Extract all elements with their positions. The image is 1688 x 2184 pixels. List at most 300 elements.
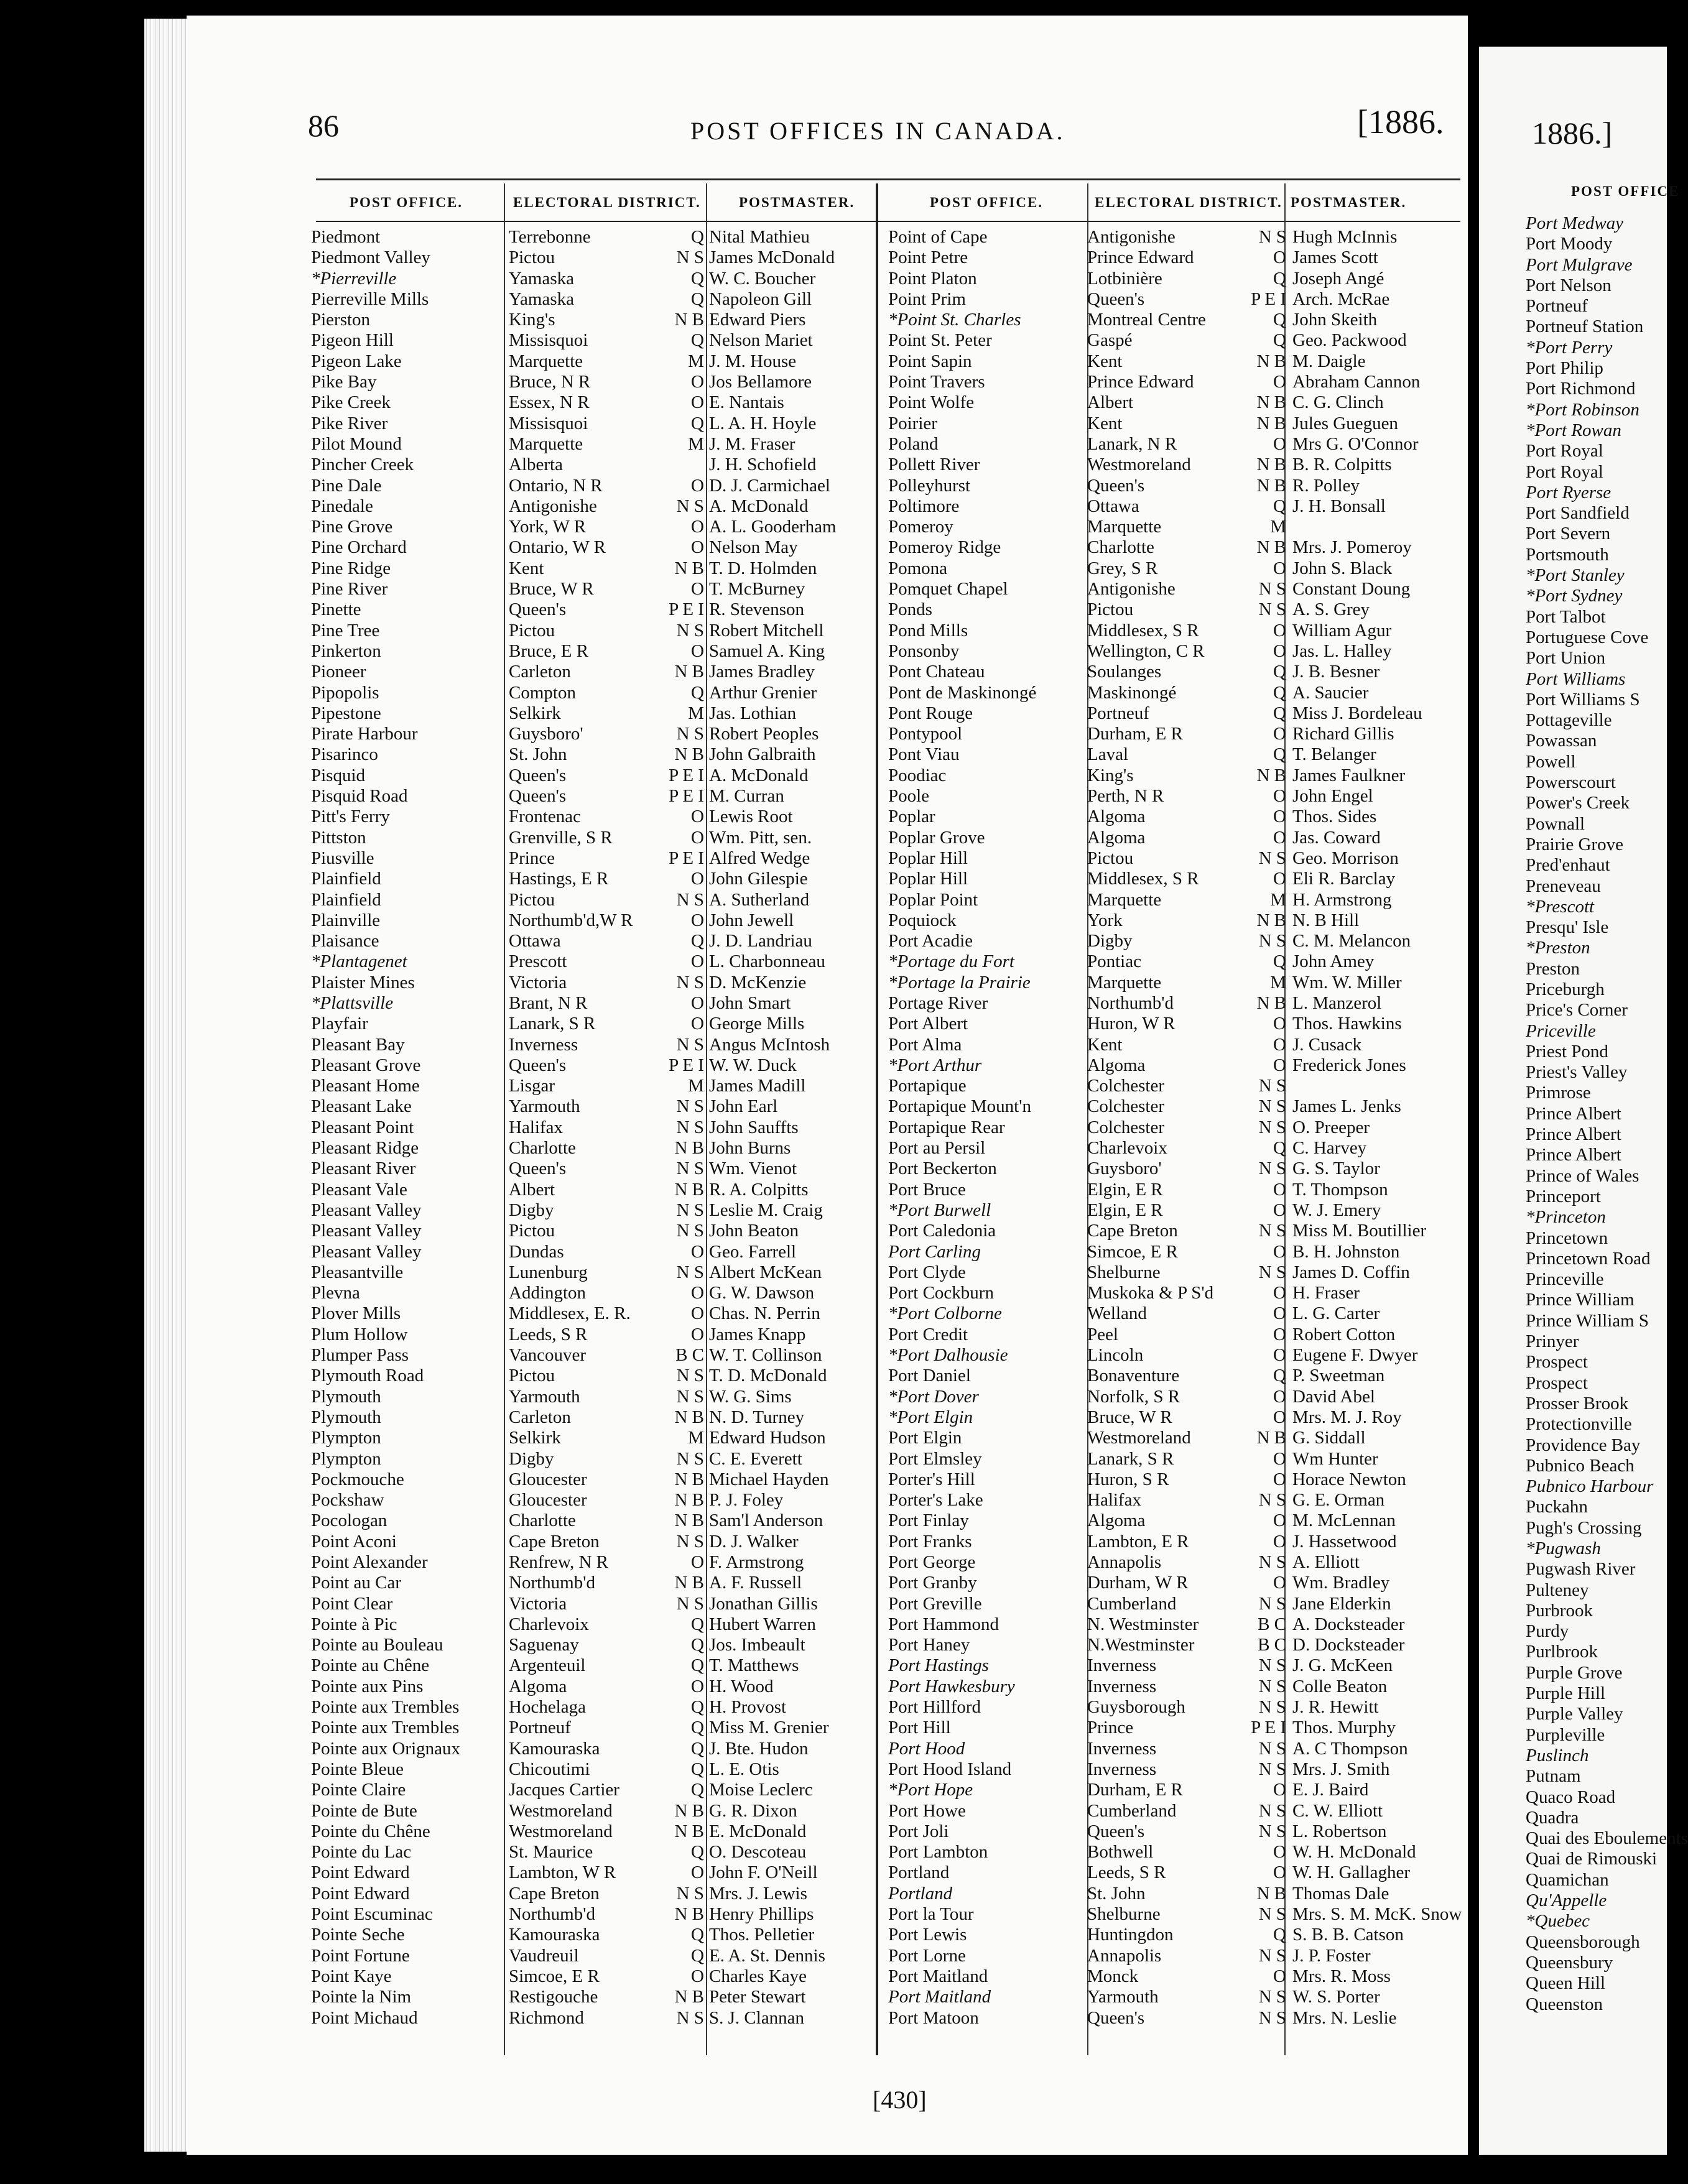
province-code: N S xyxy=(1258,1759,1286,1779)
province-code: N S xyxy=(1258,1552,1286,1572)
postmaster-name: C. Harvey xyxy=(1292,1138,1367,1159)
postmaster-name: A. McDonald xyxy=(709,765,809,785)
post-office-name: Pleasant Bay xyxy=(311,1034,405,1055)
postmaster-name: Arch. McRae xyxy=(1292,289,1390,309)
province-code: P E I xyxy=(669,765,704,785)
province-code: N S xyxy=(676,1386,704,1407)
province-code: O xyxy=(691,1862,704,1883)
facing-list-item: Purdy xyxy=(1526,1621,1569,1642)
post-office-name: Point Travers xyxy=(888,372,985,392)
postmaster-name: A. Saucier xyxy=(1292,682,1369,703)
facing-list-item: Port Medway xyxy=(1526,213,1624,233)
postmaster-name: E. A. St. Dennis xyxy=(709,1945,825,1966)
province-code: Q xyxy=(691,330,704,351)
province-code: N B xyxy=(1256,537,1286,558)
post-office-name: Pont Viau xyxy=(888,744,960,765)
province-code: N B xyxy=(674,1407,704,1427)
postmaster-name: D. McKenzie xyxy=(709,972,807,993)
post-office-name: Port Lambton xyxy=(888,1842,988,1862)
electoral-district: Laval xyxy=(1087,744,1129,765)
electoral-district: Queen's xyxy=(509,1159,567,1179)
table-row xyxy=(888,766,1460,786)
post-office-name: Poplar Hill xyxy=(888,848,968,868)
table-row xyxy=(888,1594,1460,1614)
post-office-name: Pointe aux Trembles xyxy=(311,1697,460,1718)
post-office-name: Pittston xyxy=(311,827,366,848)
table-row xyxy=(888,973,1460,993)
electoral-district: Yarmouth xyxy=(1087,1987,1159,2007)
province-code: M xyxy=(688,1428,704,1448)
post-office-name: Porter's Hill xyxy=(888,1469,975,1489)
province-code: N B xyxy=(1256,351,1286,371)
postmaster-name: L. G. Carter xyxy=(1292,1303,1380,1324)
electoral-district: Algoma xyxy=(1087,827,1146,848)
table-row xyxy=(888,1718,1460,1738)
table-row xyxy=(888,1987,1460,2007)
post-office-name: Porter's Lake xyxy=(888,1490,983,1511)
electoral-district: Bruce, W R xyxy=(1087,1407,1172,1427)
postmaster-name: James Madill xyxy=(709,1076,806,1096)
facing-list-item: *Preston xyxy=(1526,938,1590,958)
province-code: O xyxy=(1273,1283,1286,1303)
province-code: O xyxy=(691,827,704,848)
postmaster-name: W. G. Sims xyxy=(709,1386,792,1407)
post-office-name: Polleyhurst xyxy=(888,475,971,496)
table-row xyxy=(888,1552,1460,1573)
table-row xyxy=(888,807,1460,827)
postmaster-name: P. J. Foley xyxy=(709,1490,784,1511)
facing-list-item: Port Mulgrave xyxy=(1526,254,1633,275)
table-row xyxy=(311,1718,871,1738)
electoral-district: St. John xyxy=(509,744,567,765)
post-office-name: Plympton xyxy=(311,1428,381,1448)
electoral-district: Frontenac xyxy=(509,807,581,827)
postmaster-name: Jas. Coward xyxy=(1292,827,1381,848)
table-row xyxy=(888,2008,1460,2029)
table-row xyxy=(311,579,871,599)
electoral-district: Colchester xyxy=(1087,1096,1165,1117)
facing-entry-list xyxy=(1526,213,1688,2015)
table-row xyxy=(888,227,1460,248)
table-row xyxy=(311,1759,871,1780)
table-row xyxy=(311,1076,871,1096)
electoral-district: Portneuf xyxy=(1087,703,1149,723)
post-office-name: Point Prim xyxy=(888,289,966,309)
post-office-name: Port Beckerton xyxy=(888,1159,997,1179)
postmaster-name: N. D. Turney xyxy=(709,1407,805,1427)
province-code: Q xyxy=(691,682,704,703)
facing-list-item: Preneveau xyxy=(1526,876,1601,896)
electoral-district: Montreal Centre xyxy=(1087,310,1206,330)
postmaster-name: James L. Jenks xyxy=(1292,1096,1401,1117)
province-code: O xyxy=(1273,248,1286,268)
table-row xyxy=(311,1532,871,1552)
electoral-district: Colchester xyxy=(1087,1117,1165,1137)
province-code: Q xyxy=(1273,703,1286,723)
postmaster-name: Joseph Angé xyxy=(1292,268,1384,289)
table-row xyxy=(311,1345,871,1366)
table-row xyxy=(311,1407,871,1428)
post-office-name: Pointe du Chêne xyxy=(311,1821,430,1841)
province-code: O xyxy=(1273,641,1286,661)
electoral-district: Queen's xyxy=(509,1055,567,1075)
electoral-district: Leeds, S R xyxy=(1087,1862,1166,1883)
table-row xyxy=(888,1780,1460,1800)
postmaster-name: C. G. Clinch xyxy=(1292,392,1384,413)
province-code: N S xyxy=(1258,1676,1286,1696)
postmaster-name: N. B Hill xyxy=(1292,910,1360,930)
post-office-name: Poole xyxy=(888,786,930,807)
electoral-district: Perth, N R xyxy=(1087,786,1164,807)
post-office-name: Pond Mills xyxy=(888,620,968,641)
postmaster-name: Edward Piers xyxy=(709,310,806,330)
province-code: O xyxy=(1273,786,1286,807)
province-code: Q xyxy=(691,1635,704,1655)
province-code: O xyxy=(1273,1842,1286,1862)
post-office-name: Pocologan xyxy=(311,1511,387,1531)
post-office-name: Pomquet Chapel xyxy=(888,579,1008,599)
table-row xyxy=(888,1428,1460,1448)
post-office-name: *Port Colborne xyxy=(888,1303,1002,1324)
province-code: O xyxy=(1273,1034,1286,1055)
electoral-district: Northumb'd xyxy=(1087,993,1174,1013)
province-code: O xyxy=(691,537,704,558)
post-office-name: Pleasantville xyxy=(311,1262,404,1282)
electoral-district: Marquette xyxy=(1087,517,1162,537)
post-office-name: Plainfield xyxy=(311,889,381,910)
province-code: Q xyxy=(1273,951,1286,972)
table-row xyxy=(311,1014,871,1034)
post-office-name: Pisarinco xyxy=(311,744,378,765)
electoral-district: York xyxy=(1087,910,1123,930)
electoral-district: Richmond xyxy=(509,2007,584,2028)
province-code: N S xyxy=(676,972,704,993)
table-row xyxy=(311,662,871,682)
postmaster-name: Chas. N. Perrin xyxy=(709,1303,820,1324)
province-code: O xyxy=(1273,1966,1286,1986)
facing-list-item: Queenston xyxy=(1526,1994,1603,2014)
province-code: Q xyxy=(691,931,704,951)
postmaster-name: W. W. Duck xyxy=(709,1055,797,1075)
post-office-name: Port Lewis xyxy=(888,1925,967,1945)
post-office-name: Port Cockburn xyxy=(888,1283,994,1303)
electoral-district: Simcoe, E R xyxy=(509,1966,600,1986)
province-code: M xyxy=(1270,517,1286,537)
post-office-name: Port Clyde xyxy=(888,1262,966,1282)
left-entry-list xyxy=(311,227,871,2029)
post-office-name: Point Clear xyxy=(311,1593,393,1614)
electoral-district: Cumberland xyxy=(1087,1800,1177,1821)
postmaster-name: John Jewell xyxy=(709,910,794,930)
post-office-name: Pointe la Nim xyxy=(311,1987,412,2007)
postmaster-name: Jonathan Gillis xyxy=(709,1593,818,1614)
province-code: O xyxy=(1273,1345,1286,1366)
province-code: N S xyxy=(676,496,704,516)
post-office-name: Poodiac xyxy=(888,765,947,785)
electoral-district: Pictou xyxy=(1087,848,1134,868)
electoral-district: Alberta xyxy=(509,455,563,475)
post-office-name: Plaister Mines xyxy=(311,972,415,993)
electoral-district: Queen's xyxy=(509,599,567,620)
facing-list-item: Pugh's Crossing xyxy=(1526,1517,1642,1538)
facing-list-item: Protectionville xyxy=(1526,1414,1632,1435)
province-code: N S xyxy=(1258,2007,1286,2028)
postmaster-name: Colle Beaton xyxy=(1292,1676,1388,1696)
post-office-name: Pointe du Lac xyxy=(311,1842,412,1862)
header-rule-bottom xyxy=(316,221,1460,222)
facing-list-item: Portneuf Station xyxy=(1526,317,1644,337)
post-office-name: Portland xyxy=(888,1862,950,1883)
facing-list-item: *Port Perry xyxy=(1526,337,1613,358)
post-office-name: Port Acadie xyxy=(888,931,973,951)
table-row xyxy=(888,993,1460,1014)
postmaster-name: O. Preeper xyxy=(1292,1117,1370,1137)
postmaster-name: A. S. Grey xyxy=(1292,599,1370,620)
post-office-name: Port Hastings xyxy=(888,1655,989,1676)
facing-list-item: Pottageville xyxy=(1526,710,1612,731)
post-office-name: Pitt's Ferry xyxy=(311,807,390,827)
post-office-name: Point Aconi xyxy=(311,1531,397,1552)
electoral-district: Antigonishe xyxy=(1087,579,1176,599)
post-office-name: Pointe Bleue xyxy=(311,1759,404,1779)
electoral-district: Prince xyxy=(509,848,555,868)
province-code: Q xyxy=(691,289,704,309)
province-code: O xyxy=(691,910,704,930)
table-row xyxy=(311,993,871,1014)
table-row xyxy=(311,537,871,558)
facing-list-item: Princetown Road xyxy=(1526,1248,1651,1269)
table-row xyxy=(311,310,871,330)
table-row xyxy=(311,1138,871,1159)
post-office-name: Pont de Maskinongé xyxy=(888,682,1037,703)
table-row xyxy=(888,848,1460,869)
electoral-district: Digby xyxy=(1087,931,1133,951)
facing-list-item: Queensborough xyxy=(1526,1932,1640,1952)
postmaster-name: John Skeith xyxy=(1292,310,1378,330)
table-row xyxy=(888,744,1460,765)
table-row xyxy=(888,1532,1460,1552)
postmaster-name: H. Provost xyxy=(709,1697,787,1718)
table-row xyxy=(888,496,1460,517)
post-office-name: Port Maitland xyxy=(888,1966,988,1986)
postmaster-name: Alfred Wedge xyxy=(709,848,810,868)
facing-list-item: Primrose xyxy=(1526,1083,1591,1103)
electoral-district: Lambton, W R xyxy=(509,1862,616,1883)
post-office-name: Pleasant Home xyxy=(311,1076,420,1096)
postmaster-name: Mrs. J. Pomeroy xyxy=(1292,537,1412,558)
post-office-name: *Plantagenet xyxy=(311,951,407,972)
postmaster-name: M. Curran xyxy=(709,786,784,807)
electoral-district: Kent xyxy=(509,558,544,578)
postmaster-name: L. Charbonneau xyxy=(709,951,825,972)
electoral-district: Inverness xyxy=(1087,1738,1157,1759)
province-code: O xyxy=(691,1552,704,1572)
facing-post-office-header: POST OFFICE xyxy=(1571,183,1680,199)
table-row xyxy=(311,1552,871,1573)
province-code: Q xyxy=(691,1842,704,1862)
post-office-name: Portapique Mount'n xyxy=(888,1096,1031,1117)
table-row xyxy=(888,641,1460,662)
table-row xyxy=(311,434,871,455)
post-office-name: Pleasant Lake xyxy=(311,1096,412,1117)
post-office-name: Pleasant Grove xyxy=(311,1055,421,1075)
post-office-name: Ponds xyxy=(888,599,932,620)
province-code: N S xyxy=(1258,1697,1286,1718)
table-row xyxy=(888,351,1460,372)
electoral-district: Grenville, S R xyxy=(509,827,613,848)
province-code: N S xyxy=(676,1034,704,1055)
table-row xyxy=(311,1200,871,1221)
table-row xyxy=(888,248,1460,268)
post-office-name: Pinette xyxy=(311,599,361,620)
table-row xyxy=(888,289,1460,310)
electoral-district: Missisquoi xyxy=(509,330,588,351)
province-code: Q xyxy=(691,227,704,247)
electoral-district: Prescott xyxy=(509,951,567,972)
table-row xyxy=(888,1449,1460,1469)
electoral-district: Queen's xyxy=(1087,1821,1145,1841)
province-code: P E I xyxy=(1251,1718,1286,1738)
province-code: B C xyxy=(1258,1614,1286,1634)
electoral-district: Addington xyxy=(509,1283,587,1303)
table-row xyxy=(311,289,871,310)
post-office-name: Pleasant River xyxy=(311,1159,416,1179)
post-office-name: Pointe au Chêne xyxy=(311,1655,430,1676)
table-row xyxy=(311,558,871,579)
postmaster-name: D. Docksteader xyxy=(1292,1635,1405,1655)
post-office-name: Pleasant Ridge xyxy=(311,1138,419,1159)
postmaster-name: Napoleon Gill xyxy=(709,289,812,309)
province-code: N B xyxy=(1256,392,1286,413)
electoral-district: Wellington, C R xyxy=(1087,641,1205,661)
facing-list-item: Quai des Eboulements xyxy=(1526,1828,1688,1849)
table-row xyxy=(888,1325,1460,1345)
electoral-district: Annapolis xyxy=(1087,1552,1162,1572)
facing-list-item: Prince Albert xyxy=(1526,1103,1621,1124)
postmaster-name: A. McDonald xyxy=(709,496,809,516)
province-code: N B xyxy=(674,1138,704,1159)
post-office-name: Plainville xyxy=(311,910,381,930)
table-row xyxy=(311,1262,871,1283)
post-office-name: Pisquid Road xyxy=(311,786,408,807)
post-office-name: Point St. Peter xyxy=(888,330,992,351)
province-code: N S xyxy=(676,1883,704,1904)
province-code: Q xyxy=(691,413,704,433)
post-office-name: *Port Hope xyxy=(888,1780,973,1800)
electoral-district: Shelburne xyxy=(1087,1904,1161,1925)
electoral-district: Annapolis xyxy=(1087,1945,1162,1966)
postmaster-name: Charles Kaye xyxy=(709,1966,807,1986)
electoral-district: Lanark, S R xyxy=(1087,1448,1174,1469)
facing-list-item: Port Royal xyxy=(1526,461,1603,482)
electoral-district: Huntingdon xyxy=(1087,1925,1174,1945)
postmaster-name: J. R. Hewitt xyxy=(1292,1697,1379,1718)
table-row xyxy=(311,786,871,807)
folio-number: [430] xyxy=(873,2086,927,2114)
table-row xyxy=(311,2008,871,2029)
postmaster-name: Frederick Jones xyxy=(1292,1055,1406,1075)
post-office-name: Port Caledonia xyxy=(888,1221,996,1241)
facing-list-item: Port Ryerse xyxy=(1526,482,1611,502)
post-office-name: Pointe Seche xyxy=(311,1925,405,1945)
electoral-district: Middlesex, S R xyxy=(1087,869,1199,889)
table-row xyxy=(888,1035,1460,1055)
table-row xyxy=(888,1842,1460,1862)
table-row xyxy=(311,1159,871,1179)
postmaster-name: W. H. Gallagher xyxy=(1292,1862,1410,1883)
electoral-district: Bruce, N R xyxy=(509,372,591,392)
facing-list-item: *Prescott xyxy=(1526,896,1595,917)
province-code: N S xyxy=(1258,599,1286,620)
electoral-district: Cumberland xyxy=(1087,1593,1177,1614)
province-code: N S xyxy=(1258,1593,1286,1614)
electoral-district: Pictou xyxy=(509,1366,555,1386)
province-code: O xyxy=(1273,1407,1286,1427)
province-code: N S xyxy=(1258,1821,1286,1841)
table-row xyxy=(888,330,1460,351)
electoral-district: Charlotte xyxy=(1087,537,1154,558)
postmaster-name: W. C. Boucher xyxy=(709,268,816,289)
province-code: P E I xyxy=(669,848,704,868)
province-code: N S xyxy=(1258,1945,1286,1966)
facing-list-item: Prince William xyxy=(1526,1290,1635,1310)
postmaster-name: A. L. Gooderham xyxy=(709,517,837,537)
postmaster-name: B. R. Colpitts xyxy=(1292,455,1392,475)
postmaster-name: J. H. Bonsall xyxy=(1292,496,1386,516)
province-code: N S xyxy=(1258,1738,1286,1759)
facing-list-item: Port Williams S xyxy=(1526,689,1640,710)
province-code: N S xyxy=(1258,579,1286,599)
post-office-name: Port Carling xyxy=(888,1241,981,1262)
postmaster-name: Nital Mathieu xyxy=(709,227,810,247)
electoral-district: Essex, N R xyxy=(509,392,590,413)
province-code: Q xyxy=(691,1780,704,1800)
province-code: O xyxy=(1273,1511,1286,1531)
table-row xyxy=(888,1366,1460,1386)
province-code: O xyxy=(1273,724,1286,744)
post-office-name: Point Escuminac xyxy=(311,1904,433,1925)
post-office-name: Pleasant Valley xyxy=(311,1221,422,1241)
table-row xyxy=(311,1614,871,1635)
postmaster-name: D. J. Carmichael xyxy=(709,475,830,496)
province-code: N B xyxy=(1256,455,1286,475)
table-row xyxy=(888,414,1460,434)
post-office-name: Port la Tour xyxy=(888,1904,974,1925)
table-row xyxy=(888,558,1460,579)
table-row xyxy=(311,766,871,786)
province-code: P E I xyxy=(1251,289,1286,309)
electoral-district: Cape Breton xyxy=(1087,1221,1178,1241)
province-code: O xyxy=(1273,620,1286,641)
postmaster-name: T. Matthews xyxy=(709,1655,799,1676)
province-code: O xyxy=(1273,1780,1286,1800)
table-row xyxy=(888,951,1460,972)
table-row xyxy=(888,310,1460,330)
post-office-name: Pipopolis xyxy=(311,682,379,703)
table-row xyxy=(888,1283,1460,1303)
table-row xyxy=(888,1759,1460,1780)
electoral-district: Durham, E R xyxy=(1087,724,1183,744)
facing-list-item: Port Talbot xyxy=(1526,606,1606,627)
post-office-name: Pipestone xyxy=(311,703,381,723)
province-code: N B xyxy=(674,1179,704,1200)
postmaster-name: C. M. Melancon xyxy=(1292,931,1411,951)
table-row xyxy=(311,703,871,724)
post-office-name: Port Hawkesbury xyxy=(888,1676,1015,1696)
post-office-name: Plainfield xyxy=(311,869,381,889)
table-row xyxy=(311,227,871,248)
post-office-name: Portapique Rear xyxy=(888,1117,1005,1137)
